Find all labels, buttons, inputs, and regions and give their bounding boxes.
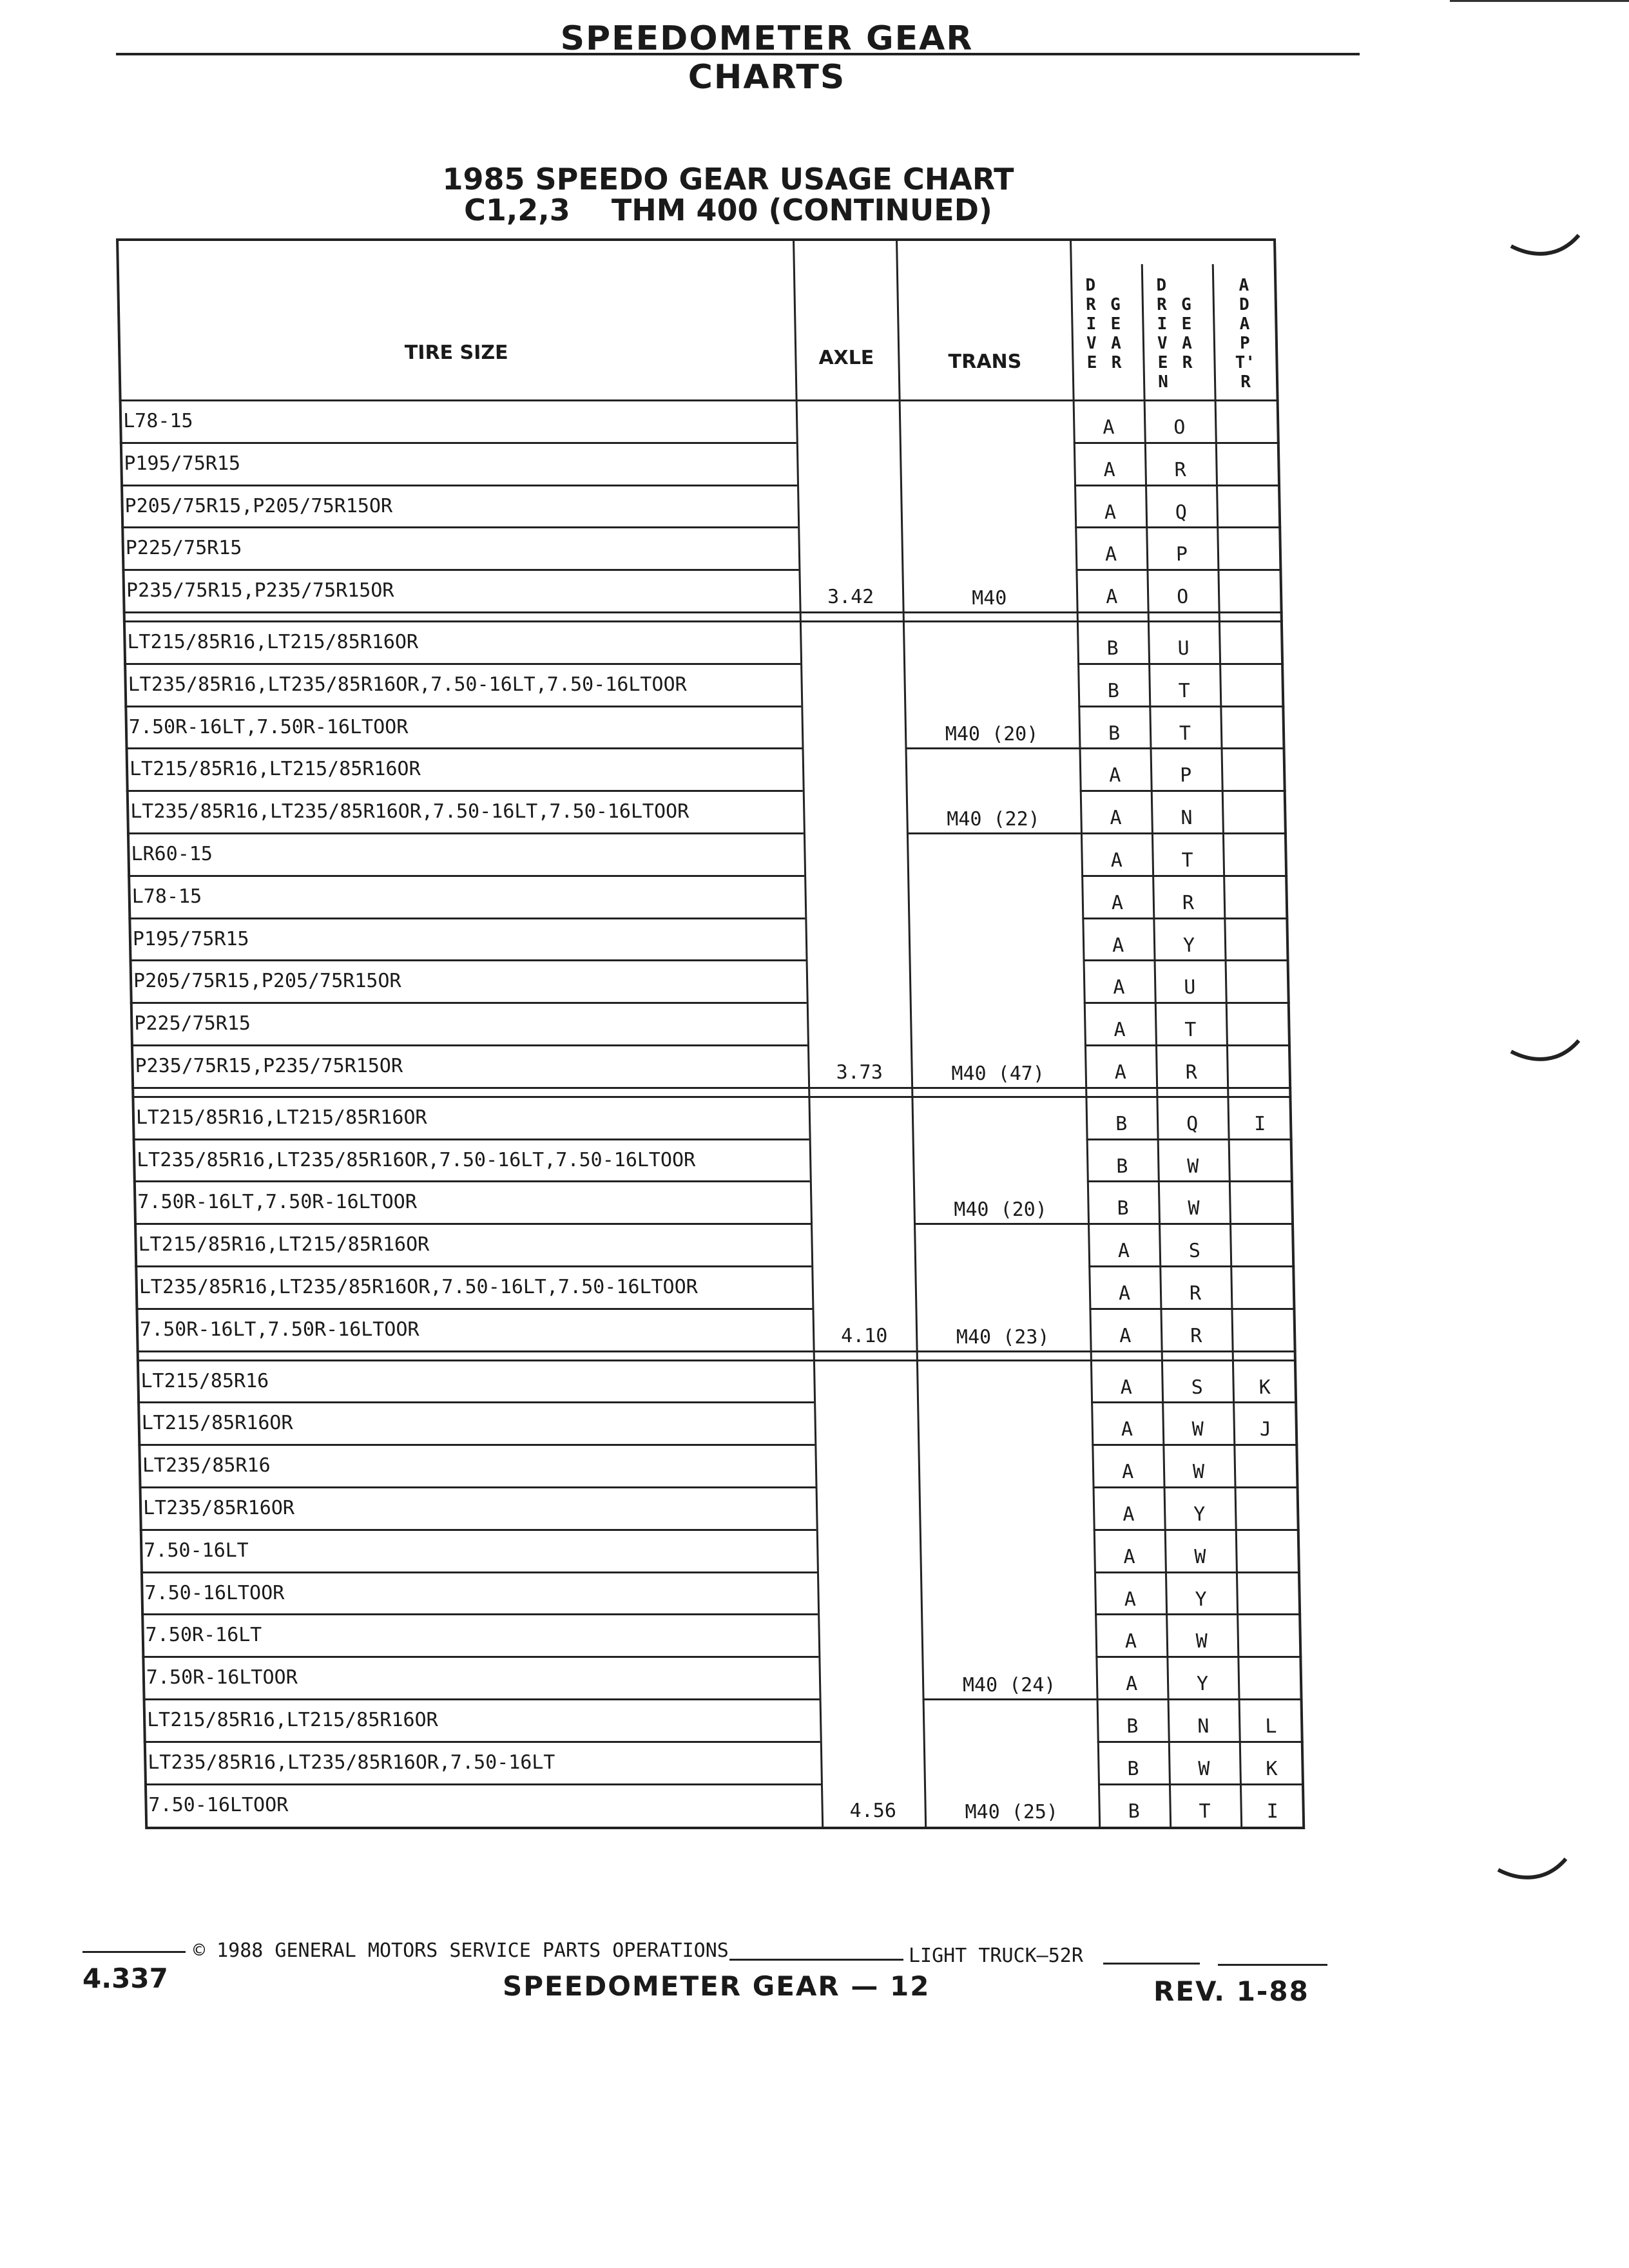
drive-gear-cell: A [1121, 1461, 1134, 1484]
gear-row-line [1075, 569, 1282, 571]
tire-size-cell: 7.50R-16LT,7.50R-16LTOOR [137, 1191, 418, 1214]
adapter-cell: I [1266, 1800, 1279, 1823]
header-axle: AXLE [818, 347, 874, 369]
driven-gear-cell: Q [1186, 1112, 1199, 1135]
tire-row-line [134, 1223, 811, 1225]
gear-row-line [1088, 1265, 1295, 1267]
driven-gear-cell: W [1194, 1545, 1206, 1568]
gear-row-line [1088, 1223, 1294, 1225]
drive-gear-cell: B [1117, 1197, 1129, 1220]
tire-size-cell: 7.50R-16LT [145, 1624, 262, 1647]
top-right-rule [1450, 0, 1629, 2]
trans-divider [923, 1698, 1097, 1700]
tire-size-cell: LT235/85R16,LT235/85R16OR,7.50-16LT,7.50-16LTOOR [130, 800, 689, 823]
driven-gear-cell: W [1187, 1155, 1199, 1178]
gear-row-line [1082, 918, 1288, 919]
tire-size-cell: LT215/85R16 [140, 1369, 269, 1392]
binder-mark-middle [1508, 1037, 1585, 1076]
driven-gear-cell: U [1183, 976, 1196, 999]
tire-size-cell: LT235/85R16,LT235/85R16OR,7.50-16LT,7.50-16LTOOR [136, 1148, 696, 1171]
header-driven-gear-col2: G E A R [1181, 295, 1193, 372]
tire-size-cell: P235/75R15,P235/75R15OR [135, 1055, 403, 1077]
group-line-top [131, 1087, 1291, 1089]
trans-divider [907, 832, 1081, 834]
drive-gear-cell: A [1122, 1503, 1135, 1526]
gear-row-line [1079, 747, 1285, 749]
driven-gear-cell: T [1179, 722, 1191, 745]
driven-gear-cell: T [1181, 849, 1194, 872]
tire-size-cell: LT215/85R16,LT215/85R16OR [129, 758, 421, 781]
driven-gear-cell: Y [1182, 934, 1195, 957]
trans-cell: M40 (24) [962, 1674, 1056, 1696]
tire-row-line [135, 1308, 812, 1310]
footer-rule-mid [729, 1959, 903, 1961]
trans-cell: M40 (20) [954, 1198, 1048, 1222]
driven-gear-cell: P [1175, 543, 1188, 566]
drive-gear-cell: A [1119, 1324, 1132, 1347]
driven-gear-cell: N [1181, 807, 1193, 830]
trans-divider [914, 1223, 1088, 1225]
gear-row-line [1081, 832, 1287, 834]
gear-row-line [1087, 1180, 1293, 1182]
tire-row-line [138, 1444, 815, 1446]
tire-size-cell: 7.50-16LTOOR [148, 1793, 289, 1816]
driven-gear-cell: R [1182, 891, 1195, 914]
drive-gear-cell: B [1127, 1757, 1139, 1780]
binder-mark-bottom [1495, 1856, 1572, 1894]
tire-size-cell: LT215/85R16,LT215/85R16OR [127, 631, 419, 653]
tire-row-line [124, 663, 800, 665]
tire-row-line [140, 1529, 816, 1531]
header-bottom-line [119, 399, 1279, 401]
gear-row-line [1097, 1698, 1303, 1700]
gear-row-line [1086, 1139, 1293, 1140]
adapter-cell: I [1253, 1112, 1266, 1135]
drive-gear-cell: B [1128, 1800, 1141, 1823]
tire-row-line [128, 875, 804, 877]
drive-gear-cell: A [1103, 416, 1115, 439]
adapter-cell: K [1258, 1376, 1271, 1399]
driven-gear-cell: T [1184, 1019, 1197, 1042]
gear-row-line [1081, 875, 1287, 877]
drive-gear-cell: B [1108, 722, 1121, 745]
tire-row-line [121, 526, 798, 528]
driven-gear-cell: R [1185, 1061, 1198, 1084]
drive-gear-cell: A [1120, 1376, 1133, 1399]
tire-row-line [143, 1698, 820, 1700]
tire-size-cell: LT235/85R16,LT235/85R16OR,7.50-16LT,7.50-16LTOOR [128, 673, 687, 696]
driven-gear-cell: N [1197, 1715, 1210, 1738]
group-line-bottom [123, 620, 1283, 622]
tire-size-cell: 7.50R-16LTOOR [146, 1666, 298, 1689]
drive-gear-cell: A [1112, 934, 1124, 957]
binder-mark-top [1508, 232, 1585, 271]
tire-size-cell: P205/75R15,P205/75R15OR [133, 970, 401, 993]
footer-copyright: © 1988 GENERAL MOTORS SERVICE PARTS OPERATIONS [193, 1939, 729, 1962]
revision-label: REV. 1-88 [1153, 1975, 1309, 2007]
adapter-cell: K [1266, 1757, 1278, 1780]
adapter-cell: J [1259, 1418, 1272, 1441]
driven-gear-cell: S [1188, 1240, 1201, 1263]
gear-row-line [1094, 1571, 1300, 1573]
group-line-top [137, 1350, 1296, 1352]
driven-gear-cell: R [1174, 458, 1186, 481]
driven-gear-cell: W [1195, 1630, 1208, 1653]
tire-row-line [126, 790, 803, 792]
drive-gear-cell: A [1110, 849, 1123, 872]
gear-row-line [1095, 1613, 1301, 1615]
tire-size-cell: P195/75R15 [124, 452, 241, 475]
driven-gear-cell: O [1176, 586, 1189, 609]
gear-row-line [1078, 706, 1284, 707]
chart-title-line1: 1985 SPEEDO GEAR USAGE CHART [442, 162, 1014, 197]
adapter-cell: L [1264, 1715, 1277, 1738]
drive-gear-cell: A [1104, 543, 1117, 566]
tire-row-line [124, 706, 801, 707]
driven-gear-cell: U [1177, 637, 1190, 660]
trans-cell: M40 (22) [946, 808, 1041, 831]
tire-size-cell: LT235/85R16,LT235/85R16OR,7.50-16LT,7.50-16LTOOR [139, 1276, 699, 1298]
tire-size-cell: P205/75R15,P205/75R15OR [124, 494, 393, 517]
tire-size-cell: LT235/85R16OR [142, 1497, 295, 1519]
header-drive-gear-col2: G E A R [1110, 295, 1122, 372]
drive-gear-cell: A [1103, 458, 1115, 481]
tire-size-cell: L78-15 [131, 885, 202, 908]
driven-gear-cell: T [1199, 1800, 1211, 1823]
header-trans: TRANS [948, 351, 1022, 373]
group-line-bottom [137, 1360, 1296, 1361]
tire-row-line [139, 1486, 816, 1488]
driven-gear-cell: T [1178, 679, 1191, 702]
chart-title-line2: C1,2,3 THM 400 (CONTINUED) [464, 193, 992, 227]
gear-row-line [1095, 1656, 1302, 1658]
gear-row-line [1074, 485, 1280, 486]
drive-gear-cell: B [1126, 1715, 1139, 1738]
tire-row-line [141, 1613, 818, 1615]
tire-row-line [120, 485, 797, 486]
tire-size-cell: LT215/85R16,LT215/85R16OR [146, 1709, 439, 1731]
footer-light-truck: LIGHT TRUCK—52R [909, 1945, 1083, 1967]
tire-row-line [140, 1571, 817, 1573]
drive-gear-cell: A [1105, 586, 1118, 609]
driven-gear-cell: Y [1196, 1673, 1209, 1696]
gear-row-line [1089, 1308, 1295, 1310]
tire-size-cell: LT215/85R16,LT215/85R16OR [138, 1233, 430, 1256]
gear-row-line [1084, 1002, 1290, 1004]
tire-row-line [144, 1741, 820, 1743]
drive-gear-cell: B [1116, 1155, 1128, 1178]
drive-gear-cell: B [1107, 679, 1120, 702]
footer-rule-right-b [1218, 1964, 1327, 1966]
tire-row-line [130, 959, 806, 961]
tire-size-cell: P225/75R15 [134, 1012, 251, 1035]
driven-gear-cell: Q [1175, 501, 1188, 524]
axle-cell: 3.73 [836, 1061, 883, 1084]
drive-gear-cell: A [1110, 807, 1122, 830]
tire-row-line [133, 1180, 810, 1182]
drive-gear-cell: A [1124, 1630, 1137, 1653]
tire-size-cell: 7.50-16LT [144, 1539, 249, 1562]
trans-cell: M40 [971, 587, 1007, 610]
tire-size-cell: 7.50R-16LT,7.50R-16LTOOR [139, 1318, 419, 1341]
section-label: SPEEDOMETER GEAR — 12 [503, 1970, 930, 2002]
tire-row-line [137, 1401, 814, 1403]
gear-row-line [1077, 663, 1284, 665]
driven-gear-cell: W [1198, 1757, 1210, 1780]
gear-row-line [1075, 526, 1281, 528]
gear-row-line [1093, 1486, 1299, 1488]
tire-size-cell: P235/75R15,P235/75R15OR [126, 579, 394, 602]
page-header: SPEEDOMETER GEAR CHARTS [560, 19, 974, 97]
tire-row-line [142, 1656, 818, 1658]
drive-gear-cell: A [1124, 1588, 1137, 1611]
tire-size-cell: 7.50R-16LT,7.50R-16LTOOR [128, 715, 409, 738]
driven-gear-cell: P [1179, 764, 1192, 787]
tire-row-line [130, 1002, 807, 1004]
gear-row-line [1074, 442, 1280, 444]
drive-gear-cell: A [1104, 501, 1117, 524]
chart-title [374, 164, 1083, 226]
tire-size-cell: LT235/85R16,LT235/85R16OR,7.50-16LT [148, 1751, 555, 1774]
tire-size-cell: P225/75R15 [125, 537, 242, 560]
gear-row-line [1091, 1401, 1297, 1403]
drive-gear-cell: A [1121, 1418, 1133, 1441]
driven-gear-cell: S [1191, 1376, 1204, 1399]
tire-size-cell: L78-15 [122, 410, 193, 432]
gear-row-line [1098, 1783, 1304, 1785]
drive-gear-cell: B [1115, 1112, 1128, 1135]
page-code: 4.337 [82, 1963, 168, 1994]
gear-row-line [1083, 959, 1289, 961]
tire-row-line [122, 569, 798, 571]
drive-gear-cell: A [1117, 1240, 1130, 1263]
gear-row-line [1084, 1044, 1291, 1046]
driven-gear-cell: W [1188, 1197, 1200, 1220]
tire-row-line [120, 442, 796, 444]
header-driven-gear-col1: D R I V E N [1156, 276, 1169, 392]
group-line-bottom [131, 1096, 1291, 1098]
tire-row-line [144, 1783, 821, 1785]
gear-row-line [1097, 1741, 1304, 1743]
driven-gear-cell: R [1189, 1282, 1202, 1305]
driven-gear-cell: W [1192, 1461, 1205, 1484]
tire-row-line [128, 918, 805, 919]
tire-row-line [125, 747, 802, 749]
drive-gear-cell: A [1125, 1673, 1138, 1696]
trans-cell: M40 (20) [945, 723, 1039, 746]
driven-gear-cell: Y [1195, 1588, 1208, 1611]
footer-rule-right-a [1103, 1963, 1200, 1965]
trans-cell: M40 (25) [965, 1801, 1059, 1824]
drive-gear-cell: A [1112, 976, 1125, 999]
tire-size-cell: LR60-15 [131, 843, 213, 865]
gear-row-line [1094, 1529, 1300, 1531]
tire-row-line [127, 832, 804, 834]
header-rule [116, 53, 1360, 55]
axle-cell: 3.42 [827, 586, 874, 608]
tire-size-cell: 7.50-16LTOOR [144, 1581, 285, 1604]
header-drive-gear-col1: D R I V E [1085, 276, 1097, 372]
tire-row-line [133, 1139, 809, 1140]
drive-gear-cell: A [1108, 764, 1121, 787]
drive-gear-cell: A [1118, 1282, 1131, 1305]
gear-row-line [1092, 1444, 1298, 1446]
tire-size-cell: LT215/85R16OR [141, 1412, 293, 1435]
header-tire-size: TIRE SIZE [404, 341, 508, 364]
trans-cell: M40 (47) [951, 1062, 1045, 1085]
driven-gear-cell: Y [1193, 1503, 1206, 1526]
header-adapter: A D A P T' R [1235, 276, 1256, 392]
group-line-top [123, 611, 1283, 613]
driven-gear-cell: W [1191, 1418, 1204, 1441]
tire-size-cell: LT215/85R16,LT215/85R16OR [135, 1106, 427, 1129]
tire-row-line [131, 1044, 807, 1046]
driven-gear-cell: O [1173, 416, 1186, 439]
gear-usage-table [116, 238, 1305, 1823]
tire-row-line [135, 1265, 811, 1267]
axle-cell: 4.56 [849, 1800, 897, 1823]
axle-cell: 4.10 [840, 1324, 888, 1347]
driven-gear-cell: R [1190, 1324, 1202, 1347]
drive-gear-cell: A [1114, 1061, 1127, 1084]
drive-gear-cell: B [1106, 637, 1119, 660]
drive-gear-cell: A [1111, 891, 1124, 914]
footer-rule-left [82, 1951, 186, 1953]
drive-gear-cell: A [1123, 1545, 1135, 1568]
drive-gear-cell: A [1113, 1019, 1126, 1042]
tire-size-cell: P195/75R15 [132, 927, 249, 950]
trans-cell: M40 (23) [956, 1325, 1050, 1349]
trans-divider [905, 747, 1079, 749]
gear-row-line [1080, 790, 1286, 792]
tire-size-cell: LT235/85R16 [142, 1454, 271, 1477]
